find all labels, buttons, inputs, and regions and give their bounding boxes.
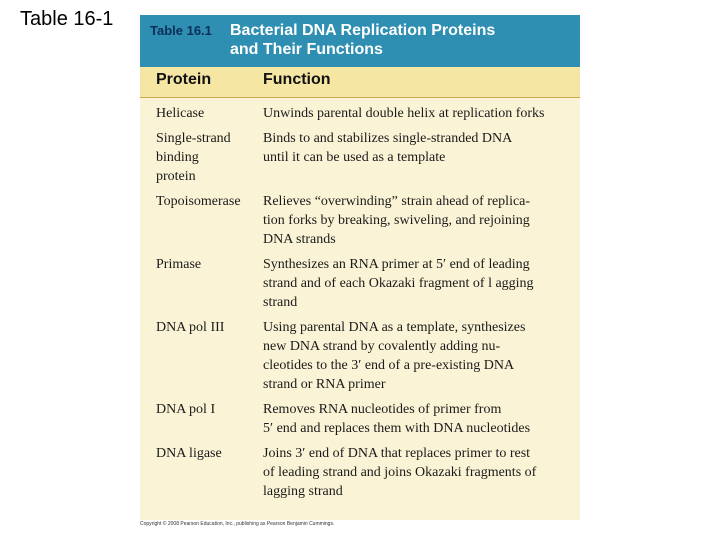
- function-line: Relieves “overwinding” strain ahead of replica-: [263, 194, 531, 209]
- function-cell: [263, 318, 573, 394]
- function-line: strand or RNA primer: [263, 377, 386, 392]
- function-line: until it can be used as a template: [263, 150, 446, 165]
- protein-line: DNA pol I: [156, 402, 216, 417]
- protein-line: Single-strand: [156, 131, 231, 146]
- protein-line: protein: [156, 169, 196, 184]
- function-cell: [263, 255, 573, 312]
- table-row: [140, 104, 580, 123]
- function-line: of leading strand and joins Okazaki fragments of: [263, 465, 537, 480]
- function-line: tion forks by breaking, swiveling, and rejoining: [263, 213, 530, 228]
- protein-cell: [140, 318, 263, 394]
- function-line: lagging strand: [263, 484, 343, 499]
- table-row: [140, 400, 580, 438]
- table-row: [140, 192, 580, 249]
- table-row: [140, 444, 580, 501]
- protein-line: Primase: [156, 257, 202, 272]
- table-card: [140, 15, 580, 520]
- function-line: 5′ end and replaces them with DNA nucleotides: [263, 421, 531, 436]
- table-body: [140, 104, 580, 507]
- table-row: [140, 255, 580, 312]
- protein-line: Helicase: [156, 106, 205, 121]
- table-header-band: [140, 15, 580, 67]
- function-line: Binds to and stabilizes single-stranded DNA: [263, 131, 513, 146]
- column-header-row: [140, 67, 580, 98]
- table-row: [140, 318, 580, 394]
- table-title: [230, 21, 575, 59]
- function-line: cleotides to the 3′ end of a pre-existing DNA: [263, 358, 515, 373]
- table-number: Table 16.1: [150, 23, 212, 38]
- function-cell: [263, 129, 573, 186]
- table-title-line-1: Bacterial DNA Replication Proteins: [230, 22, 496, 39]
- table-title-line-2: and Their Functions: [230, 41, 383, 58]
- protein-cell: [140, 255, 263, 312]
- protein-line: Topoisomerase: [156, 194, 241, 209]
- function-line: new DNA strand by covalently adding nu-: [263, 339, 501, 354]
- protein-cell: [140, 400, 263, 438]
- protein-cell: [140, 192, 263, 249]
- protein-cell: [140, 129, 263, 186]
- function-cell: [263, 104, 573, 123]
- function-line: Joins 3′ end of DNA that replaces primer to rest: [263, 446, 531, 461]
- column-header-protein: Protein: [156, 71, 212, 88]
- function-cell: [263, 400, 573, 438]
- slide-title: Table 16-1: [20, 8, 114, 30]
- function-cell: [263, 192, 573, 249]
- protein-line: DNA ligase: [156, 446, 222, 461]
- protein-cell: [140, 104, 263, 123]
- copyright-notice: Copyright © 2008 Pearson Education, Inc., publishing as Pearson Benjamin Cummings.: [140, 521, 335, 527]
- function-line: Synthesizes an RNA primer at 5′ end of leading: [263, 257, 530, 272]
- table-row: [140, 129, 580, 186]
- function-line: DNA strands: [263, 232, 336, 247]
- protein-line: binding: [156, 150, 199, 165]
- function-line: strand and of each Okazaki fragment of l agging: [263, 276, 534, 291]
- function-cell: [263, 444, 573, 501]
- function-line: strand: [263, 295, 298, 310]
- column-header-function: Function: [263, 71, 331, 88]
- protein-cell: [140, 444, 263, 501]
- function-line: Using parental DNA as a template, synthesizes: [263, 320, 526, 335]
- protein-line: DNA pol III: [156, 320, 225, 335]
- function-line: Unwinds parental double helix at replication forks: [263, 106, 545, 121]
- function-line: Removes RNA nucleotides of primer from: [263, 402, 502, 417]
